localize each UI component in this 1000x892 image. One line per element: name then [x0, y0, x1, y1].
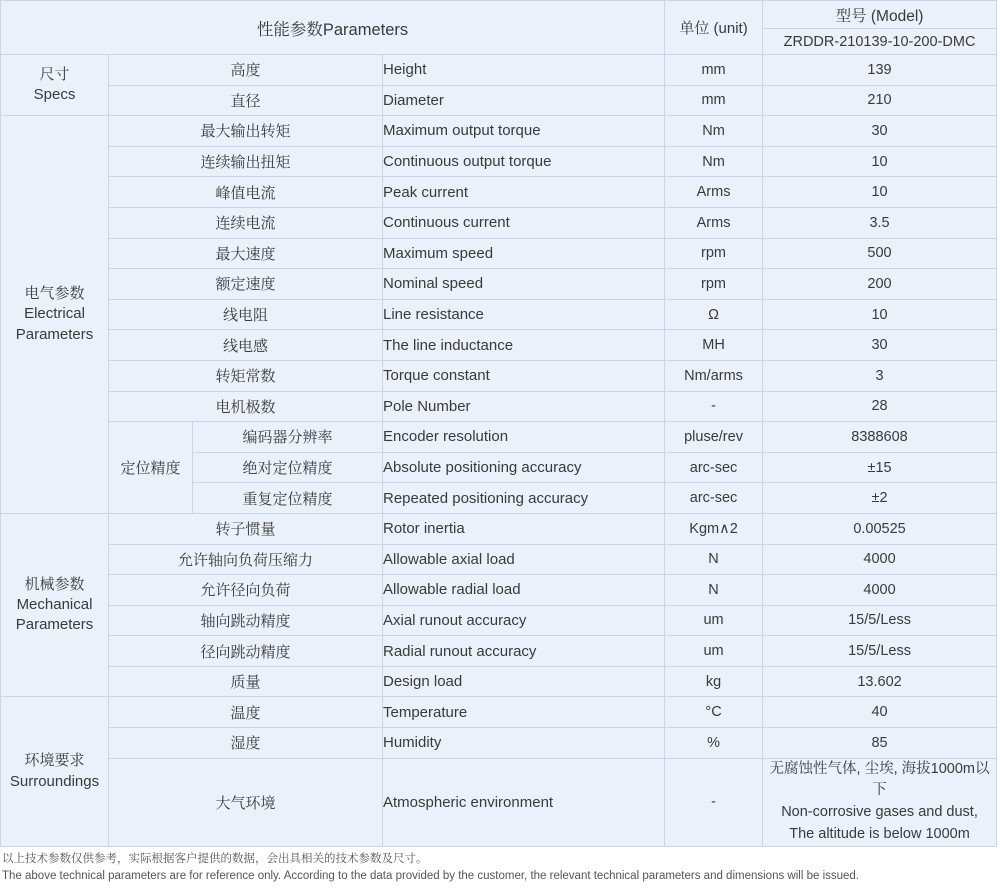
row-label-en: Humidity [383, 728, 665, 759]
row-label-en: Absolute positioning accuracy [383, 452, 665, 483]
row-unit: N [665, 544, 763, 575]
subgroup-positioning-accuracy: 定位精度 [109, 422, 193, 514]
footnote [0, 851, 1000, 887]
row-value: 15/5/Less [763, 605, 997, 636]
row-label-en: Height [383, 55, 665, 86]
row-label-en: Atmospheric environment [383, 758, 665, 846]
header-model-label: 型号 (Model) [763, 1, 997, 29]
row-label-en: Diameter [383, 85, 665, 116]
row-label-cn: 湿度 [109, 728, 383, 759]
row-value: 4000 [763, 544, 997, 575]
row-label-cn: 电机极数 [109, 391, 383, 422]
row-label-en: Repeated positioning accuracy [383, 483, 665, 514]
row-unit: Nm [665, 116, 763, 147]
row-label-en: Allowable axial load [383, 544, 665, 575]
table-row [1, 177, 997, 208]
table-row [1, 422, 997, 453]
group-mechanical-en2: Parameters [15, 616, 94, 634]
row-label-cn: 转子惯量 [109, 513, 383, 544]
group-environment [1, 697, 109, 846]
footnote-en: The above technical parameters are for reference only. According to the data provided by the customer, the relevant technical parameters and dimensions will be issued. [2, 870, 860, 883]
table-row [1, 391, 997, 422]
row-label-cn: 允许径向负荷 [109, 575, 383, 606]
group-electrical-en2: Parameters [15, 325, 94, 343]
table-row [1, 55, 997, 86]
table-row [1, 330, 997, 361]
row-unit: Arms [665, 207, 763, 238]
row-value: 10 [763, 177, 997, 208]
row-label-en: Continuous current [383, 207, 665, 238]
table-row [1, 269, 997, 300]
row-label-cn: 最大输出转矩 [109, 116, 383, 147]
table-row [1, 697, 997, 728]
row-unit: mm [665, 55, 763, 86]
row-label-cn: 线电阻 [109, 299, 383, 330]
row-label-en: The line inductance [383, 330, 665, 361]
row-value: 3.5 [763, 207, 997, 238]
row-value: 30 [763, 330, 997, 361]
row-label-cn: 直径 [109, 85, 383, 116]
group-mechanical [1, 513, 109, 697]
group-specs [1, 55, 109, 116]
row-label-en: Line resistance [383, 299, 665, 330]
row-unit: Kgm∧2 [665, 513, 763, 544]
row-value: ±2 [763, 483, 997, 514]
table-row [1, 360, 997, 391]
row-unit: rpm [665, 269, 763, 300]
table-row [1, 116, 997, 147]
row-value: 85 [763, 728, 997, 759]
row-unit: kg [665, 666, 763, 697]
row-unit: um [665, 636, 763, 667]
row-unit: mm [665, 85, 763, 116]
row-value: 139 [763, 55, 997, 86]
row-label-cn: 允许轴向负荷压缩力 [109, 544, 383, 575]
row-value: 0.00525 [763, 513, 997, 544]
row-unit: Arms [665, 177, 763, 208]
table-row [1, 544, 997, 575]
row-value: ±15 [763, 452, 997, 483]
row-label-en: Encoder resolution [383, 422, 665, 453]
row-unit: arc-sec [665, 452, 763, 483]
row-unit: % [665, 728, 763, 759]
row-label-cn: 质量 [109, 666, 383, 697]
row-label-cn: 温度 [109, 697, 383, 728]
row-label-en: Pole Number [383, 391, 665, 422]
row-unit: Nm [665, 146, 763, 177]
row-unit: - [665, 758, 763, 846]
row-value: 4000 [763, 575, 997, 606]
row-value: 40 [763, 697, 997, 728]
row-label-en: Allowable radial load [383, 575, 665, 606]
group-mechanical-en1: Mechanical [16, 596, 93, 614]
group-electrical [1, 116, 109, 514]
atmosphere-line-1: 无腐蚀性气体, 尘埃, 海拔1000m以下 [769, 760, 990, 799]
row-unit: pluse/rev [665, 422, 763, 453]
row-label-cn: 径向跳动精度 [109, 636, 383, 667]
group-environment-en: Surroundings [9, 772, 100, 790]
row-value: 3 [763, 360, 997, 391]
header-model-value: ZRDDR-210139-10-200-DMC [763, 29, 997, 55]
row-value: 500 [763, 238, 997, 269]
row-value-atmosphere [763, 758, 997, 846]
row-label-cn: 重复定位精度 [193, 483, 383, 514]
row-label-en: Torque constant [383, 360, 665, 391]
table-row [1, 605, 997, 636]
table-row [1, 758, 997, 846]
row-label-cn: 绝对定位精度 [193, 452, 383, 483]
row-value: 28 [763, 391, 997, 422]
group-mechanical-cn: 机械参数 [24, 575, 85, 593]
row-unit: um [665, 605, 763, 636]
row-unit: rpm [665, 238, 763, 269]
table-row [1, 299, 997, 330]
row-label-cn: 编码器分辨率 [193, 422, 383, 453]
row-value: 13.602 [763, 666, 997, 697]
row-unit: - [665, 391, 763, 422]
footnote-cn: 以上技术参数仅供参考，实际根据客户提供的数据，会出具相关的技术参数及尺寸。 [2, 852, 428, 865]
row-label-cn: 额定速度 [109, 269, 383, 300]
row-label-en: Nominal speed [383, 269, 665, 300]
table-row [1, 146, 997, 177]
row-label-en: Design load [383, 666, 665, 697]
row-label-en: Temperature [383, 697, 665, 728]
row-value: 10 [763, 299, 997, 330]
table-row [1, 207, 997, 238]
row-label-cn: 峰值电流 [109, 177, 383, 208]
row-value: 200 [763, 269, 997, 300]
row-label-cn: 线电感 [109, 330, 383, 361]
row-unit: MH [665, 330, 763, 361]
row-label-en: Continuous output torque [383, 146, 665, 177]
group-specs-en: Specs [33, 86, 76, 104]
table-row [1, 575, 997, 606]
group-electrical-cn: 电气参数 [24, 285, 85, 303]
header-parameters: 性能参数Parameters [1, 1, 665, 55]
row-label-en: Rotor inertia [383, 513, 665, 544]
row-label-cn: 高度 [109, 55, 383, 86]
group-electrical-en1: Electrical [24, 305, 85, 323]
group-environment-cn: 环境要求 [24, 752, 85, 770]
row-unit: Nm/arms [665, 360, 763, 391]
row-value: 210 [763, 85, 997, 116]
row-value: 10 [763, 146, 997, 177]
table-row [1, 85, 997, 116]
row-label-cn: 轴向跳动精度 [109, 605, 383, 636]
row-label-en: Maximum output torque [383, 116, 665, 147]
atmosphere-line-3: The altitude is below 1000m [789, 825, 970, 842]
row-unit: arc-sec [665, 483, 763, 514]
table-header-row [1, 1, 997, 29]
row-value: 30 [763, 116, 997, 147]
header-unit: 单位 (unit) [665, 1, 763, 55]
row-value: 8388608 [763, 422, 997, 453]
row-label-cn: 大气环境 [109, 758, 383, 846]
row-label-en: Radial runout accuracy [383, 636, 665, 667]
row-unit: Ω [665, 299, 763, 330]
row-label-cn: 转矩常数 [109, 360, 383, 391]
row-label-en: Maximum speed [383, 238, 665, 269]
table-row [1, 636, 997, 667]
atmosphere-line-2: Non-corrosive gases and dust, [781, 804, 978, 821]
row-label-cn: 最大速度 [109, 238, 383, 269]
table-row [1, 513, 997, 544]
row-unit: N [665, 575, 763, 606]
table-row [1, 666, 997, 697]
row-value: 15/5/Less [763, 636, 997, 667]
row-unit: °C [665, 697, 763, 728]
table-row [1, 238, 997, 269]
group-specs-cn: 尺寸 [39, 65, 70, 83]
row-label-en: Peak current [383, 177, 665, 208]
row-label-cn: 连续电流 [109, 207, 383, 238]
row-label-cn: 连续输出扭矩 [109, 146, 383, 177]
row-label-en: Axial runout accuracy [383, 605, 665, 636]
table-row [1, 728, 997, 759]
